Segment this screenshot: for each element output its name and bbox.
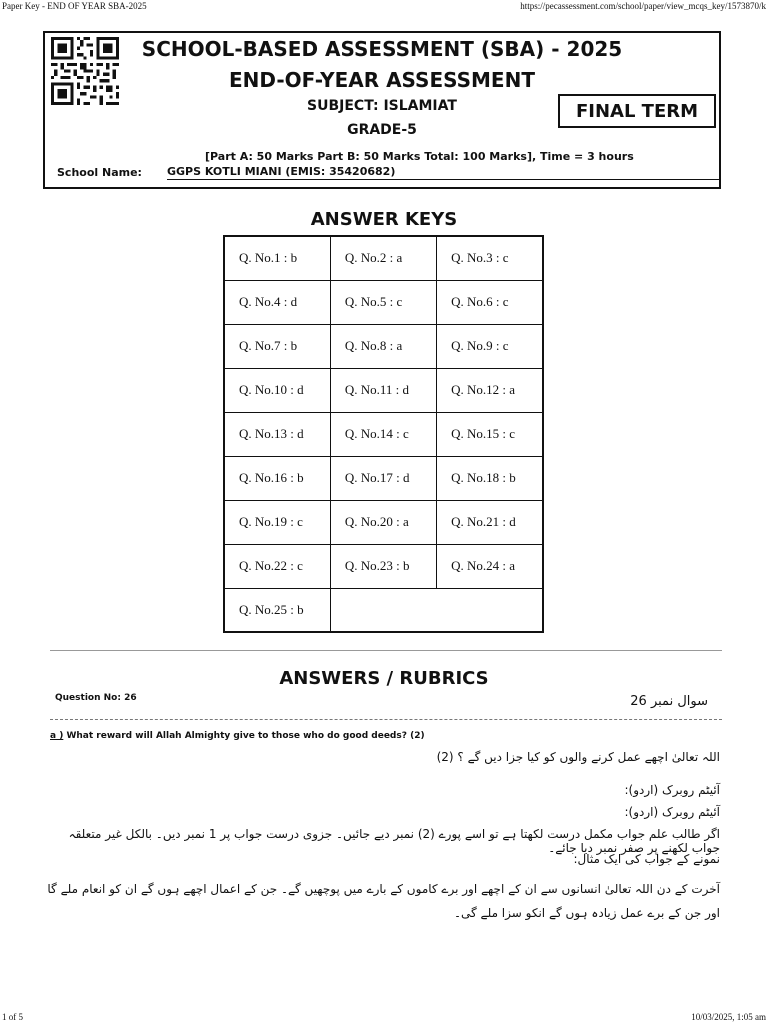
- answer-key-cell: Q. No.19 : c: [224, 500, 330, 544]
- rubric-heading-2: آئیٹم روبرک (اردو):: [624, 805, 720, 819]
- marks-info: [Part A: 50 Marks Part B: 50 Marks Total: 100 Marks], Time = 3 hours: [205, 150, 634, 163]
- answer-keys-title: ANSWER KEYS: [310, 209, 458, 230]
- table-row: [224, 368, 543, 412]
- answer-key-cell: Q. No.7 : b: [224, 324, 330, 368]
- grade-label: GRADE-5: [347, 122, 417, 138]
- answer-key-cell: Q. No.20 : a: [330, 500, 436, 544]
- table-row: [224, 324, 543, 368]
- print-footer: [0, 1010, 768, 1024]
- answer-key-cell: Q. No.22 : c: [224, 544, 330, 588]
- answer-key-cell: Q. No.17 : d: [330, 456, 436, 500]
- answer-key-cell: Q. No.10 : d: [224, 368, 330, 412]
- answer-key-cell: Q. No.16 : b: [224, 456, 330, 500]
- answer-key-cell-empty: [330, 588, 543, 632]
- print-header: [0, 0, 768, 14]
- answer-key-cell: Q. No.14 : c: [330, 412, 436, 456]
- question-english: [50, 731, 425, 741]
- table-row: [224, 412, 543, 456]
- print-header-title: Paper Key - END OF YEAR SBA-2025: [2, 1, 147, 11]
- answer-key-cell: Q. No.13 : d: [224, 412, 330, 456]
- table-row: [224, 236, 543, 280]
- answer-key-cell: Q. No.11 : d: [330, 368, 436, 412]
- section-divider: [50, 650, 722, 651]
- answer-key-cell: Q. No.4 : d: [224, 280, 330, 324]
- rubric-heading-1: آئیٹم روبرک (اردو):: [624, 783, 720, 797]
- answer-key-cell: Q. No.24 : a: [437, 544, 543, 588]
- assessment-title: SCHOOL-BASED ASSESSMENT (SBA) - 2025: [141, 37, 623, 61]
- print-header-url: https://pecassessment.com/school/paper/view_mcqs_key/1573870/k: [520, 1, 766, 11]
- dotted-divider: [50, 719, 722, 720]
- table-row: [224, 544, 543, 588]
- answer-key-cell: Q. No.6 : c: [437, 280, 543, 324]
- answer-key-cell: Q. No.1 : b: [224, 236, 330, 280]
- print-timestamp: 10/03/2025, 1:05 am: [691, 1012, 766, 1022]
- answer-key-cell: Q. No.18 : b: [437, 456, 543, 500]
- question-urdu: اللہ تعالیٰ اچھے عمل کرنے والوں کو کیا جزا دیں گے ؟ (2): [436, 750, 720, 764]
- answer-key-cell: Q. No.21 : d: [437, 500, 543, 544]
- question-part-label: a ): [50, 731, 64, 741]
- table-row: [224, 500, 543, 544]
- rubrics-title: ANSWERS / RUBRICS: [279, 668, 489, 689]
- answer-key-cell: Q. No.12 : a: [437, 368, 543, 412]
- question-english-text: What reward will Allah Almighty give to those who do good deeds? (2): [63, 731, 425, 741]
- table-row: [224, 588, 543, 632]
- school-name-value: GGPS KOTLI MIANI (EMIS: 35420682): [167, 165, 719, 180]
- subject-label: SUBJECT: ISLAMIAT: [307, 98, 457, 114]
- answer-key-table: [223, 235, 544, 633]
- table-row: [224, 456, 543, 500]
- assessment-subtitle: END-OF-YEAR ASSESSMENT: [229, 68, 535, 92]
- question-number-urdu: سوال نمبر 26: [630, 694, 708, 709]
- assessment-header-box: [43, 31, 721, 189]
- answer-key-cell: Q. No.15 : c: [437, 412, 543, 456]
- table-row: [224, 280, 543, 324]
- answer-key-cell: Q. No.5 : c: [330, 280, 436, 324]
- sample-answer-text: آخرت کے دن اللہ تعالیٰ انسانوں سے ان کے اچھے اور برے کاموں کے بارے میں پوچھیں گے۔ جن کے اعمال اچھے ہوں گے ان کو انعام ملے گا اور جن کے برے عمل زیادہ ہوں گے انکو سزا ملے گی۔: [47, 882, 720, 920]
- answer-key-cell: Q. No.25 : b: [224, 588, 330, 632]
- page-counter: 1 of 5: [2, 1012, 23, 1022]
- sample-answer-heading: نمونے کے جواب کی ایک مثال:: [573, 852, 720, 866]
- answer-key-cell: Q. No.3 : c: [437, 236, 543, 280]
- answer-key-cell: Q. No.2 : a: [330, 236, 436, 280]
- answer-key-cell: Q. No.9 : c: [437, 324, 543, 368]
- final-term-badge: FINAL TERM: [558, 94, 716, 128]
- answer-key-cell: Q. No.23 : b: [330, 544, 436, 588]
- rubric-text: اگر طالب علم جواب مکمل درست لکھتا ہے تو اسے پورے (2) نمبر دیے جائیں۔ جزوی درست جواب پر 1 نمبر دیں۔ بالکل غیر متعلقہ جواب لکھنے پر صفر نمبر دیا جائے۔: [68, 827, 720, 855]
- answer-key-cell: Q. No.8 : a: [330, 324, 436, 368]
- school-name-label: School Name:: [57, 166, 142, 179]
- question-number: Question No: 26: [55, 693, 137, 703]
